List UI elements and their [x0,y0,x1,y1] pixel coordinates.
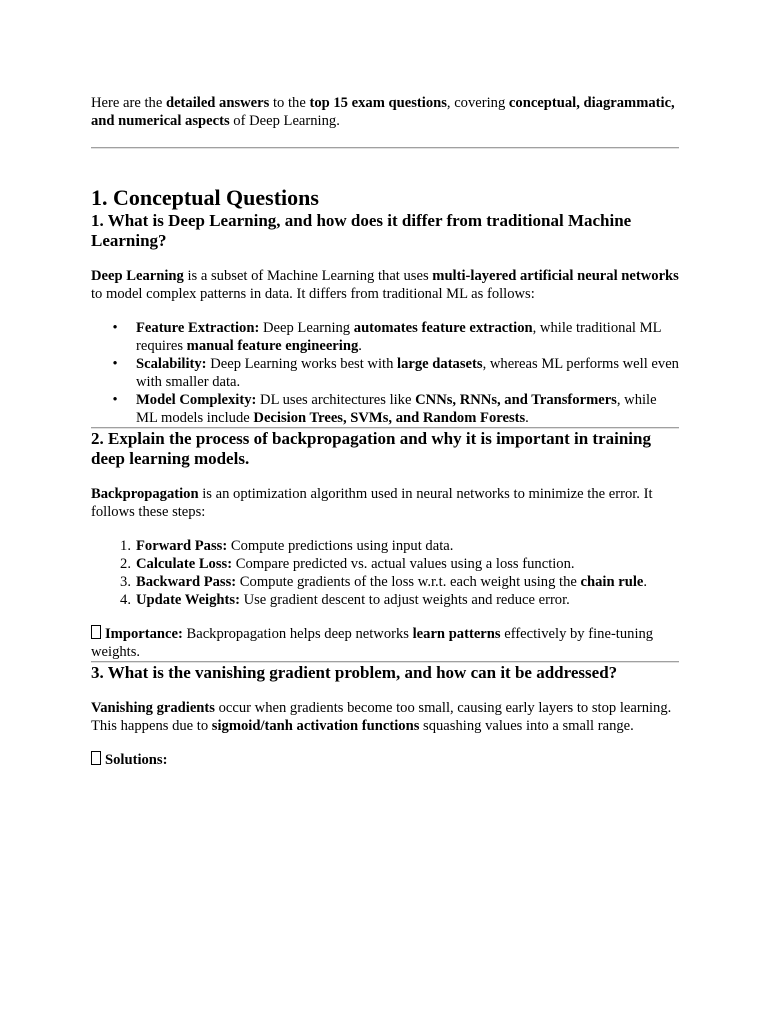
step-item [91,555,679,573]
solutions-label: Solutions: [105,752,168,768]
emphasis: Backpropagation [91,486,199,502]
intro-emphasis: conceptual, diagrammatic, and numerical aspects [91,95,675,129]
missing-glyph-box-icon [91,751,101,765]
intro-text: of Deep Learning. [229,113,340,129]
bullet-item [91,319,679,355]
emphasis: large datasets [397,356,483,372]
question-2-heading: 2. Explain the process of backpropagation and why it is important in training deep learning models. [91,429,651,468]
question-3-paragraph [91,699,679,735]
document-body [91,94,679,769]
text: is a subset of Machine Learning that uses [183,268,433,284]
step-label: Backward Pass: [136,574,237,590]
importance-paragraph [91,625,679,661]
emphasis: CNNs, RNNs, and Transformers [415,392,617,408]
bullet-item [91,391,679,427]
text: . [525,410,529,426]
question-1-heading: 1. What is Deep Learning, and how does it differ from traditional Machine Learning? [91,211,632,250]
intro-emphasis: detailed answers [165,95,270,111]
text: . [358,338,362,354]
step-number: 4. [120,592,131,608]
text: Compute predictions using input data. [227,538,454,554]
question-2-paragraph [91,485,679,521]
section-heading: 1. Conceptual Questions [91,185,319,210]
intro-text: , covering [446,95,509,111]
text: Deep Learning works best with [206,356,398,372]
bullet-label: Feature Extraction: [136,320,260,336]
question-1-paragraph [91,267,679,303]
text: occur when gradients become too small, causing early layers to stop learning. This happens due to [91,700,672,734]
text: effectively by fine-tuning weights. [91,626,654,660]
bullet-label: Scalability: [136,356,207,372]
step-label: Calculate Loss: [136,556,233,572]
step-item [91,573,679,591]
step-label: Update Weights: [136,592,240,608]
text: is an optimization algorithm used in neural networks to minimize the error. It follows these steps: [91,486,653,520]
emphasis: automates feature extraction [353,320,533,336]
bullet-label: Model Complexity: [136,392,257,408]
text: , while traditional ML requires [136,320,661,354]
text: . [643,574,648,590]
text: squashing values into a small range. [419,718,634,734]
step-number: 1. [120,538,131,554]
bullet-marker: • [112,392,118,408]
missing-glyph-box-icon [91,625,101,639]
step-number: 2. [120,556,131,572]
text: Compute gradients of the loss w.r.t. each weight using the [236,574,581,590]
step-item [91,537,679,555]
importance-label: Importance: [105,626,183,642]
step-item [91,591,679,609]
emphasis: chain rule [580,574,644,590]
question-2-step-list [91,537,679,609]
emphasis: sigmoid/tanh activation functions [211,718,420,734]
horizontal-divider [91,147,679,149]
text: , while ML models include [136,392,657,426]
text: Use gradient descent to adjust weights and reduce error. [239,592,570,608]
solutions-heading [91,751,679,769]
bullet-marker: • [112,356,118,372]
text: Backpropagation helps deep networks [182,626,413,642]
intro-text: Here are the [91,95,166,111]
bullet-marker: • [112,320,118,336]
intro-emphasis: top 15 exam questions [309,95,447,111]
text: Deep Learning [259,320,354,336]
intro-text: to the [269,95,310,111]
emphasis: Decision Trees, SVMs, and Random Forests [253,410,526,426]
question-3-heading: 3. What is the vanishing gradient problem, and how can it be addressed? [91,663,618,682]
intro-paragraph [91,94,679,130]
question-1-bullet-list [91,319,679,427]
step-label: Forward Pass: [136,538,228,554]
emphasis: multi-layered artificial neural networks [432,268,679,284]
step-number: 3. [120,574,131,590]
emphasis: manual feature engineering [186,338,359,354]
emphasis: learn patterns [412,626,501,642]
text: to model complex patterns in data. It differs from traditional ML as follows: [91,286,535,302]
bullet-item [91,355,679,391]
emphasis: Vanishing gradients [91,700,215,716]
text: Compare predicted vs. actual values using a loss function. [232,556,575,572]
text: , whereas ML performs well even with smaller data. [136,356,679,390]
emphasis: Deep Learning [91,268,184,284]
text: DL uses architectures like [256,392,416,408]
